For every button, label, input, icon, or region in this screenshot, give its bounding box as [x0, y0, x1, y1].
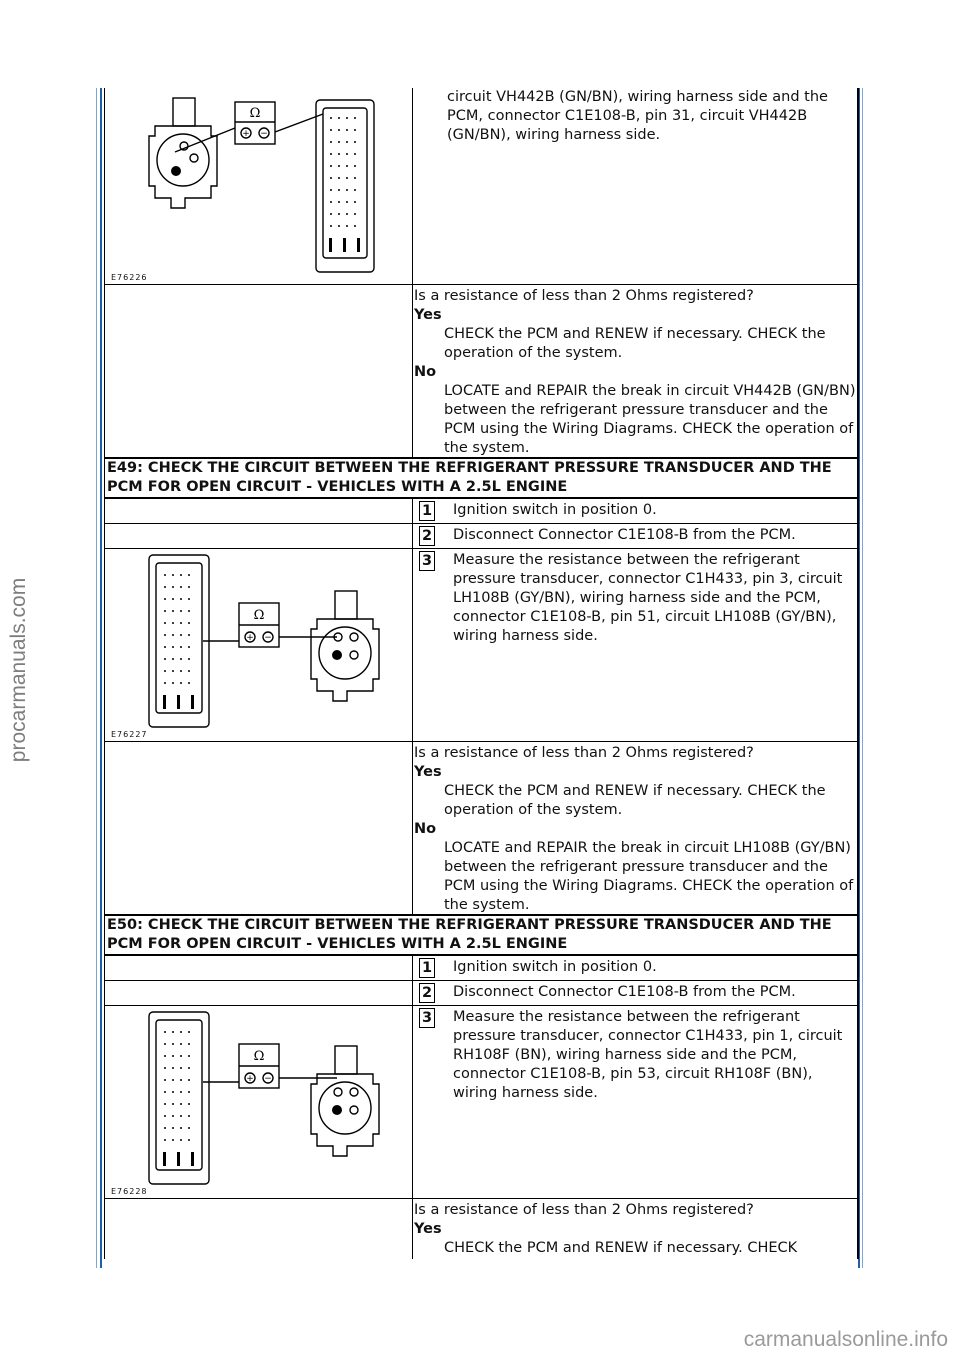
bottom-watermark: carmanualsonline.info [743, 1328, 948, 1351]
figure-cell [105, 1006, 413, 1198]
step-1 [412, 956, 857, 980]
step-number: 1 [419, 501, 435, 521]
figure-id: E76228 [111, 1187, 148, 1196]
step-row [105, 956, 857, 981]
figure-row-e76228 [105, 1006, 857, 1199]
svg-text:+: + [242, 129, 250, 139]
answer-cell [412, 285, 857, 457]
procedure-table [104, 88, 859, 1259]
wiring-diagram-e76226 [105, 88, 412, 284]
step-text: Measure the resistance between the refrigerant pressure transducer, connector C1H433, pin 3, circuit LH108B (GY/BN), wiring harness side and the PCM, connector C1E108-B, pin 51, circuit LH108B (GY/BN), wiring harness side. [453, 552, 843, 644]
figure-row-e76226 [105, 88, 857, 285]
step-text: Measure the resistance between the refrigerant pressure transducer, connector C1H433, pin 1, circuit RH108F (BN), wiring harness side and the PCM, connector C1E108-B, pin 53, circuit RH108F (BN), wiring harness side. [453, 1009, 843, 1101]
svg-text:−: − [264, 1074, 272, 1084]
figure-cell [105, 88, 413, 284]
svg-text:−: − [260, 129, 268, 139]
step-text: Disconnect Connector C1E108-B from the PCM. [453, 984, 796, 1000]
step-row [105, 524, 857, 549]
svg-text:+: + [246, 633, 254, 643]
side-watermark-text: procarmanuals.com [7, 577, 30, 763]
left-margin-rule [100, 88, 102, 1268]
instruction-cell [413, 88, 857, 284]
figure-cell [105, 549, 413, 741]
section-heading-e49: E49: CHECK THE CIRCUIT BETWEEN THE REFRIGERANT PRESSURE TRANSDUCER AND THE PCM FOR OPEN CIRCUIT - VEHICLES WITH A 2.5L ENGINE [105, 458, 857, 499]
step-2 [412, 981, 857, 1005]
question-text: Is a resistance of less than 2 Ohms registered? [414, 1202, 754, 1218]
svg-text:Ω: Ω [253, 1049, 265, 1064]
step-row [105, 499, 857, 524]
step-3 [413, 1006, 857, 1198]
question-text: Is a resistance of less than 2 Ohms registered? [414, 288, 754, 304]
step-number: 1 [419, 958, 435, 978]
step-text: Disconnect Connector C1E108-B from the PCM. [453, 527, 796, 543]
step-text: Ignition switch in position 0. [453, 959, 657, 975]
wiring-diagram-e76228 [105, 1006, 412, 1198]
step-number: 2 [419, 983, 435, 1003]
section-heading-e50: E50: CHECK THE CIRCUIT BETWEEN THE REFRIGERANT PRESSURE TRANSDUCER AND THE PCM FOR OPEN CIRCUIT - VEHICLES WITH A 2.5L ENGINE [105, 915, 857, 956]
step-row [105, 981, 857, 1006]
yes-text: CHECK the PCM and RENEW if necessary. CHECK [444, 1240, 798, 1256]
step-3 [413, 549, 857, 741]
side-watermark [4, 560, 34, 780]
yes-label: Yes [414, 1221, 442, 1237]
question-text: Is a resistance of less than 2 Ohms registered? [414, 745, 754, 761]
answer-row [105, 1199, 857, 1259]
left-margin-rule-thin [96, 88, 97, 1268]
figure-row-e76227 [105, 549, 857, 742]
no-text: LOCATE and REPAIR the break in circuit VH442B (GN/BN) between the refrigerant pressure transducer and the PCM using the Wiring Diagrams. CHECK the operation of the system. [444, 383, 856, 456]
yes-text: CHECK the PCM and RENEW if necessary. CHECK the operation of the system. [444, 326, 826, 361]
svg-text:−: − [264, 633, 272, 643]
answer-cell [412, 1199, 857, 1259]
no-text: LOCATE and REPAIR the break in circuit LH108B (GY/BN) between the refrigerant pressure transducer and the PCM using the Wiring Diagrams. CHECK the operation of the system. [444, 840, 854, 913]
step-text: Ignition switch in position 0. [453, 502, 657, 518]
yes-label: Yes [414, 764, 442, 780]
wiring-diagram-e76227 [105, 549, 412, 741]
answer-row [105, 285, 857, 458]
step-number: 2 [419, 526, 435, 546]
step-1 [412, 499, 857, 523]
svg-text:Ω: Ω [253, 608, 265, 623]
svg-text:+: + [246, 1074, 254, 1084]
step-number: 3 [419, 1008, 435, 1028]
svg-text:Ω: Ω [249, 106, 261, 121]
figure-id: E76226 [111, 273, 148, 282]
empty-cell [105, 285, 412, 457]
answer-row [105, 742, 857, 915]
answer-cell [412, 742, 857, 914]
figure-id: E76227 [111, 730, 148, 739]
right-margin-rule-thin [862, 88, 863, 1268]
no-label: No [414, 364, 437, 380]
step-number: 3 [419, 551, 435, 571]
yes-label: Yes [414, 307, 442, 323]
no-label: No [414, 821, 437, 837]
step-2 [412, 524, 857, 548]
yes-text: CHECK the PCM and RENEW if necessary. CHECK the operation of the system. [444, 783, 826, 818]
step-continuation-text: circuit VH442B (GN/BN), wiring harness side and the PCM, connector C1E108-B, pin 31, circuit VH442B (GN/BN), wiring harness side. [447, 89, 828, 143]
